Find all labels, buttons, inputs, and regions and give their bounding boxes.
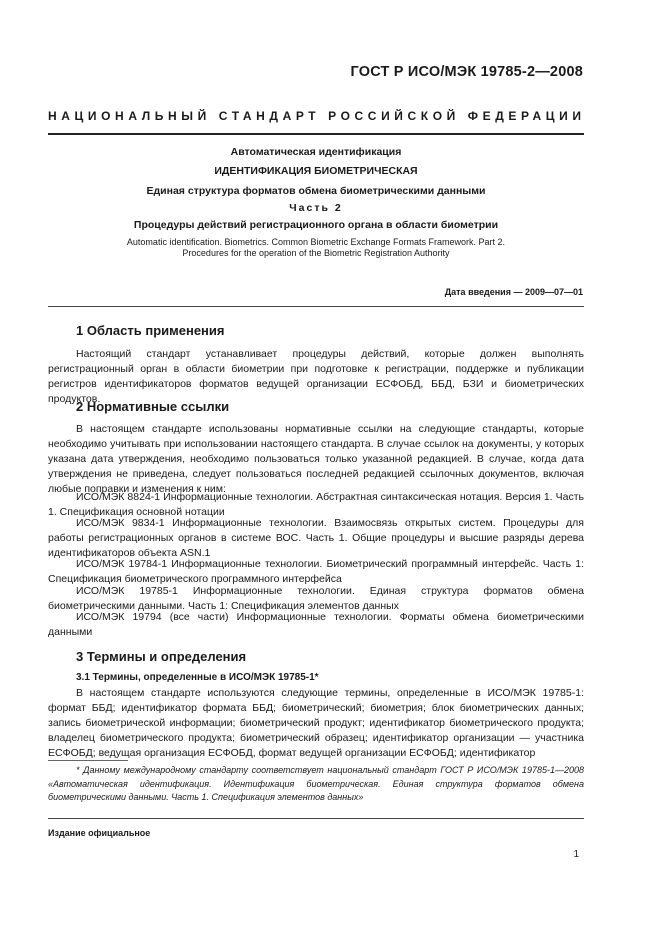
- edition-label: Издание официальное: [48, 828, 151, 838]
- title-line-1: Автоматическая идентификация: [230, 146, 402, 158]
- section-2-reference-5: ИСО/МЭК 19794 (все части) Информационные технологии. Форматы обмена биометрическими данными: [48, 611, 584, 638]
- section-2-heading: 2 Нормативные ссылки: [76, 399, 230, 414]
- section-1-heading: 1 Область применения: [76, 323, 225, 338]
- section-3-heading: 3 Термины и определения: [76, 649, 247, 664]
- title-line-4: Процедуры действий регистрационного органа в области биометрии: [133, 219, 499, 231]
- header-rule: [48, 133, 584, 135]
- section-2-reference-1: ИСО/МЭК 8824-1 Информационные технологии. Абстрактная синтаксическая нотация. Версия 1. Часть 1. Спецификация основной нотации: [48, 491, 584, 518]
- gost-number: ГОСТ Р ИСО/МЭК 19785-2—2008: [350, 64, 583, 80]
- footnote-rule: [48, 760, 128, 761]
- section-2-reference-4: ИСО/МЭК 19785-1 Информационные технологии. Единая структура форматов обмена биометрическими данными. Часть 1: Спецификация элементов данных: [48, 585, 584, 612]
- page-number: 1: [573, 849, 579, 860]
- english-title-line-2: Procedures for the operation of the Biometric Registration Authority: [182, 248, 450, 258]
- title-rule: [48, 306, 584, 307]
- section-3-1-heading: 3.1 Термины, определенные в ИСО/МЭК 19785-1*: [76, 672, 319, 683]
- section-3-1-paragraph: В настоящем стандарте используются следующие термины, определенные в ИСО/МЭК 19785-1: формат ББД; идентификатор формата ББД; биометрический; биометрия; блок биометрических данных; запись биометрической информации; биометрический продукт; идентификатор биометрического продукта; владелец биометрического продукта; биометрический образец; идентификатор организации — участника ЕСФОБД; ведущая организация ЕСФОБД, формат ведущей организации ЕСФОБД; идентификатор: [48, 687, 584, 759]
- title-line-2: ИДЕНТИФИКАЦИЯ БИОМЕТРИЧЕСКАЯ: [214, 165, 418, 177]
- title-line-3: Единая структура форматов обмена биометрическими данными: [146, 185, 486, 197]
- title-part: Часть 2: [289, 202, 343, 214]
- introduction-date: Дата введения — 2009—07—01: [444, 287, 583, 297]
- section-1-paragraph: Настоящий стандарт устанавливает процедуры действий, которые должен выполнять регистрационный орган в области биометрии при подготовке к регистрации, поддержке и публикации регистров идентификаторов форматов ведущей организации ЕСФОБД, ББД, БЗИ и биометрических продуктов.: [48, 348, 584, 405]
- english-title-line-1: Automatic identification. Biometrics. Common Biometric Exchange Formats Framework. Part 2.: [126, 237, 506, 247]
- footnote: * Данному международному стандарту соответствует национальный стандарт ГОСТ Р ИСО/МЭК 19785-1—2008 «Автоматическая идентификация. Идентификация биометрическая. Единая структура форматов обмена биометрическими данными. Часть 1. Спецификация элементов данных»: [48, 765, 584, 803]
- section-2-paragraph: В настоящем стандарте использованы нормативные ссылки на следующие стандарты, которые необходимо учитывать при использовании настоящего стандарта. В случае ссылок на документы, у которых указана дата утверждения, необходимо пользоваться только указанной редакцией. В случае, когда дата утверждения не приведена, следует пользоваться последней редакцией ссылочных документов, включая любые поправки и изменения к ним:: [48, 423, 584, 495]
- section-2-reference-3: ИСО/МЭК 19784-1 Информационные технологии. Биометрический программный интерфейс. Часть 1: Спецификация биометрического программного интерфейса: [48, 558, 584, 585]
- section-2-reference-2: ИСО/МЭК 9834-1 Информационные технологии. Взаимосвязь открытых систем. Процедуры для работы регистрационных органов в системе ВОС. Часть 1. Общие процедуры и высшие разряды дерева идентификаторов объекта ASN.1: [48, 517, 584, 559]
- footer-rule: [48, 818, 584, 819]
- national-standard-banner: НАЦИОНАЛЬНЫЙ СТАНДАРТ РОССИЙСКОЙ ФЕДЕРАЦИИ: [48, 109, 586, 123]
